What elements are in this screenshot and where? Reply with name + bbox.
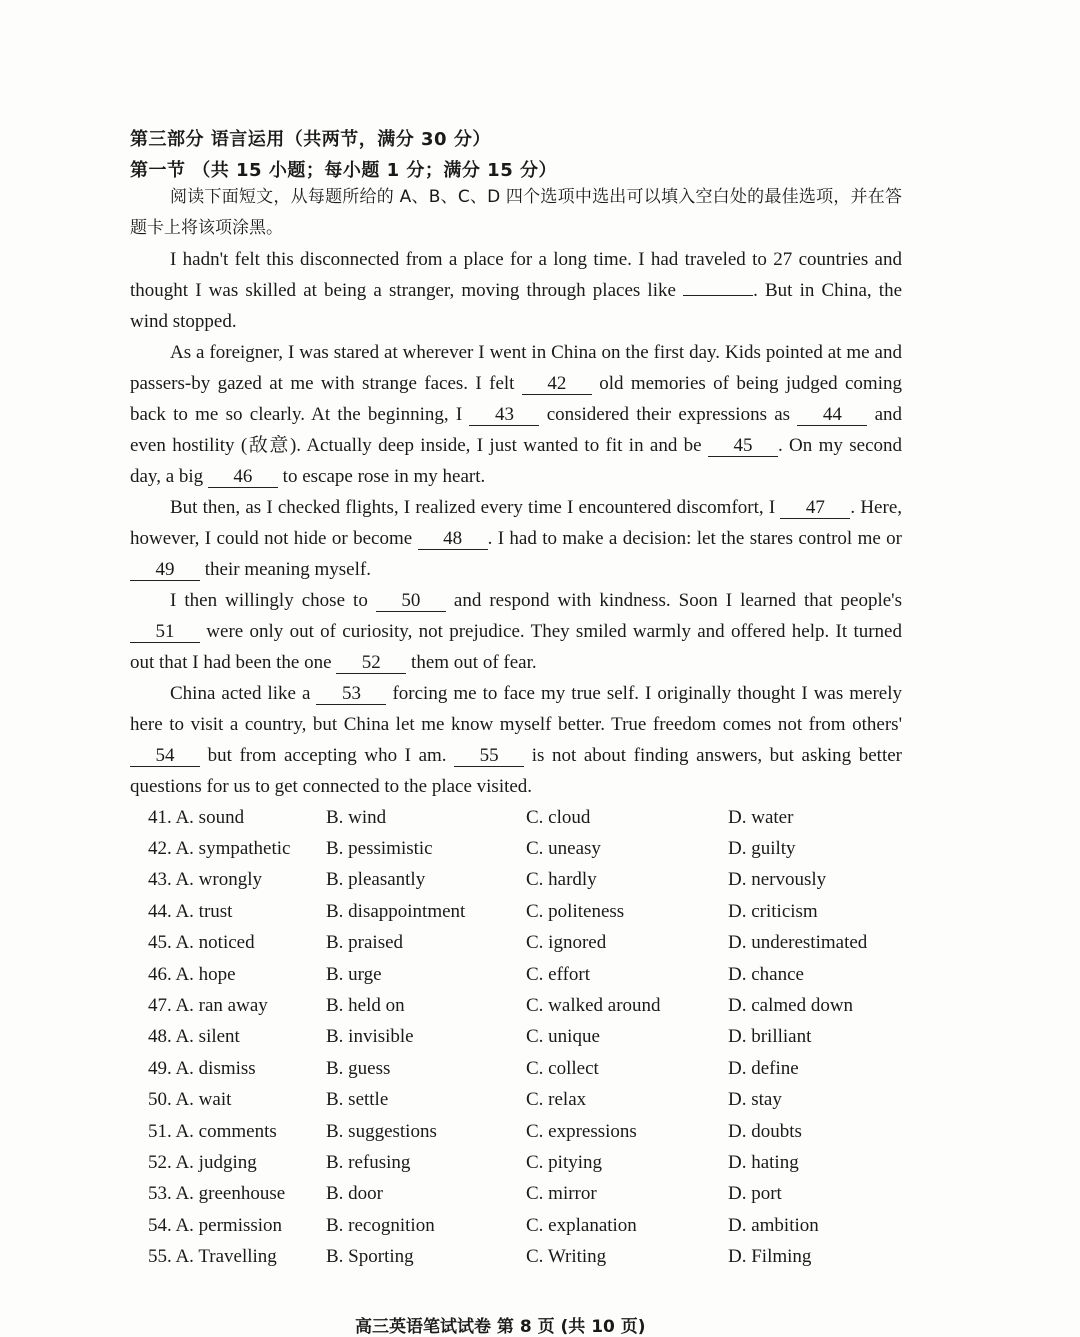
text-run: China acted like a	[170, 683, 317, 704]
option-a	[148, 838, 326, 860]
text-run: . But in China, the wind stopped.	[130, 280, 903, 332]
option-c: C. cloud	[526, 806, 591, 828]
option-b: B. held on	[326, 995, 405, 1017]
option-b: B. refusing	[326, 1151, 411, 1173]
question-number: 42.	[148, 838, 172, 860]
option-d: D. calmed down	[728, 995, 854, 1017]
option-c: C. hardly	[526, 869, 597, 891]
question-number: 49.	[148, 1057, 172, 1079]
paragraph-3	[130, 492, 902, 585]
option-c: C. relax	[526, 1089, 587, 1111]
option-a	[148, 1121, 326, 1143]
option-b: B. suggestions	[326, 1120, 437, 1142]
option-b: B. urge	[326, 963, 382, 985]
options-table	[148, 802, 928, 1273]
option-label: A. noticed	[175, 932, 255, 954]
text-run: them out of fear.	[406, 652, 537, 673]
text-run: considered their expressions as	[539, 404, 798, 425]
option-c: C. pitying	[526, 1151, 603, 1173]
instructions	[130, 182, 902, 244]
option-c: C. effort	[526, 963, 591, 985]
blank-44: 44	[797, 405, 867, 426]
option-b: B. disappointment	[326, 900, 466, 922]
text-run: their meaning myself.	[200, 559, 371, 580]
blank-53: 53	[316, 684, 386, 705]
option-label: A. Travelling	[175, 1246, 277, 1268]
option-b: B. pleasantly	[326, 869, 426, 891]
option-b: B. wind	[326, 806, 387, 828]
text-run: is not about finding answers, but asking better questions for us to get connected to the place visited.	[130, 745, 902, 797]
option-d: D. doubts	[728, 1120, 802, 1142]
blank-46: 46	[208, 467, 278, 488]
option-d: D. underestimated	[728, 932, 868, 954]
option-d: D. ambition	[728, 1214, 819, 1236]
blank-42: 42	[522, 374, 592, 395]
option-a	[148, 1026, 326, 1048]
blank-47: 47	[780, 498, 850, 519]
option-d: D. water	[728, 806, 794, 828]
option-row	[148, 990, 928, 1021]
text-run: . On my second day, a big	[130, 435, 903, 487]
text-run: I hadn't felt this disconnected from a place for a long time. I had traveled to 27 countries and thought I was skilled at being a stranger, moving through places like	[130, 249, 902, 301]
option-a	[148, 1152, 326, 1174]
text-run: to escape rose in my heart.	[277, 466, 486, 487]
question-number: 45.	[148, 932, 172, 954]
question-number: 54.	[148, 1214, 172, 1236]
option-b: B. settle	[326, 1089, 389, 1111]
question-number: 48.	[148, 1026, 172, 1048]
text-run: forcing me to face my true self. I originally thought I was merely here to visit a country, but China let me know myself better. True freedom comes not from others'	[130, 683, 903, 735]
option-d: D. chance	[728, 963, 804, 985]
option-row	[148, 1053, 928, 1084]
option-d: D. define	[728, 1057, 799, 1079]
option-a	[148, 964, 326, 986]
option-a	[148, 901, 326, 923]
option-row	[148, 896, 928, 927]
text-run: As a foreigner, I was stared at wherever I went in China on the first day. Kids pointed at me and passers-by gazed at me with strange faces. I felt	[130, 342, 902, 394]
option-c: C. Writing	[526, 1246, 607, 1268]
text-run: . Here, however, I could not hide or become	[130, 497, 903, 549]
question-number: 44.	[148, 900, 172, 922]
cloze-passage	[130, 244, 902, 802]
blank-48: 48	[418, 529, 488, 550]
option-b: B. praised	[326, 932, 404, 954]
option-label: A. trust	[175, 900, 233, 922]
option-d: D. brilliant	[728, 1026, 812, 1048]
blank-51: 51	[130, 622, 200, 643]
option-a	[148, 1058, 326, 1080]
option-b: B. invisible	[326, 1026, 414, 1048]
text-run: and even hostility (敌意). Actually deep inside, I just wanted to fit in and be	[130, 404, 902, 456]
option-row	[148, 928, 928, 959]
question-number: 55.	[148, 1246, 172, 1268]
question-number: 41.	[148, 806, 172, 828]
option-row	[148, 1147, 928, 1178]
text-run: were only out of curiosity, not prejudice. They smiled warmly and offered help. It turned out that I had been the one	[130, 621, 902, 673]
blank-52: 52	[336, 653, 406, 674]
option-d: D. hating	[728, 1151, 799, 1173]
text-run: I then willingly chose to	[170, 590, 376, 611]
blank-45: 45	[708, 436, 778, 457]
option-d: D. criticism	[728, 900, 818, 922]
paragraph-2	[130, 337, 902, 492]
option-a	[148, 995, 326, 1017]
option-label: A. permission	[175, 1214, 283, 1236]
question-number: 51.	[148, 1120, 172, 1142]
paragraph-5	[130, 678, 902, 802]
option-a	[148, 1183, 326, 1205]
option-d: D. port	[728, 1183, 782, 1205]
option-label: A. ran away	[175, 995, 268, 1017]
option-c: C. collect	[526, 1057, 599, 1079]
part-title: 第三部分 语言运用（共两节，满分 30 分）	[130, 129, 491, 150]
paragraph-4	[130, 585, 902, 678]
option-row	[148, 802, 928, 833]
option-b: B. door	[326, 1183, 383, 1205]
option-row	[148, 1179, 928, 1210]
blank-49: 49	[130, 560, 200, 581]
question-number: 52.	[148, 1151, 172, 1173]
option-label: A. silent	[175, 1026, 240, 1048]
option-c: C. politeness	[526, 900, 625, 922]
option-a	[148, 932, 326, 954]
option-row	[148, 1241, 928, 1272]
option-row	[148, 1022, 928, 1053]
blank-55: 55	[454, 746, 524, 767]
option-c: C. ignored	[526, 932, 607, 954]
option-a	[148, 1215, 326, 1237]
text-run: but from accepting who I am.	[200, 745, 455, 766]
option-b: B. recognition	[326, 1214, 435, 1236]
option-row	[148, 1210, 928, 1241]
option-label: A. sympathetic	[175, 838, 291, 860]
option-c: C. unique	[526, 1026, 600, 1048]
option-label: A. sound	[175, 806, 245, 828]
option-d: D. nervously	[728, 869, 827, 891]
option-a	[148, 1089, 326, 1111]
option-b: B. pessimistic	[326, 838, 433, 860]
option-label: A. wrongly	[175, 869, 263, 891]
question-number: 50.	[148, 1089, 172, 1111]
text-run: old memories of being judged coming back to me so clearly. At the beginning, I	[130, 373, 902, 425]
blank-54: 54	[130, 746, 200, 767]
option-label: A. greenhouse	[175, 1183, 286, 1205]
option-row	[148, 959, 928, 990]
text-run: and respond with kindness. Soon I learned that people's	[445, 590, 902, 611]
question-number: 46.	[148, 963, 172, 985]
option-row	[148, 833, 928, 864]
paragraph-1	[130, 244, 902, 337]
option-a	[148, 1246, 326, 1268]
option-label: A. hope	[175, 963, 236, 985]
option-c: C. uneasy	[526, 838, 601, 860]
option-label: A. judging	[175, 1151, 257, 1173]
option-row	[148, 1116, 928, 1147]
option-c: C. walked around	[526, 995, 661, 1017]
blank-43: 43	[469, 405, 539, 426]
option-d: D. Filming	[728, 1246, 812, 1268]
option-row	[148, 1085, 928, 1116]
option-label: A. dismiss	[175, 1057, 256, 1079]
option-c: C. explanation	[526, 1214, 637, 1236]
page-footer: 高三英语笔试试卷 第 8 页 (共 10 页)	[355, 1317, 646, 1337]
option-c: C. mirror	[526, 1183, 597, 1205]
section-title: 第一节 （共 15 小题；每小题 1 分；满分 15 分）	[130, 160, 557, 181]
question-number: 43.	[148, 869, 172, 891]
option-row	[148, 865, 928, 896]
option-label: A. comments	[175, 1120, 277, 1142]
blank-41	[683, 295, 753, 296]
blank-50: 50	[376, 591, 446, 612]
text-run: But then, as I checked flights, I realized every time I encountered discomfort, I	[170, 497, 781, 518]
option-b: B. Sporting	[326, 1246, 414, 1268]
question-number: 53.	[148, 1183, 172, 1205]
instructions-text: 阅读下面短文，从每题所给的 A、B、C、D 四个选项中选出可以填入空白处的最佳选项，并在答题卡上将该项涂黑。	[130, 187, 902, 238]
option-b: B. guess	[326, 1057, 391, 1079]
option-d: D. stay	[728, 1089, 782, 1111]
option-d: D. guilty	[728, 838, 796, 860]
text-run: . I had to make a decision: let the stares control me or	[487, 528, 902, 549]
question-number: 47.	[148, 995, 172, 1017]
option-c: C. expressions	[526, 1120, 637, 1142]
option-label: A. wait	[175, 1089, 232, 1111]
option-a	[148, 869, 326, 891]
option-a	[148, 807, 326, 829]
